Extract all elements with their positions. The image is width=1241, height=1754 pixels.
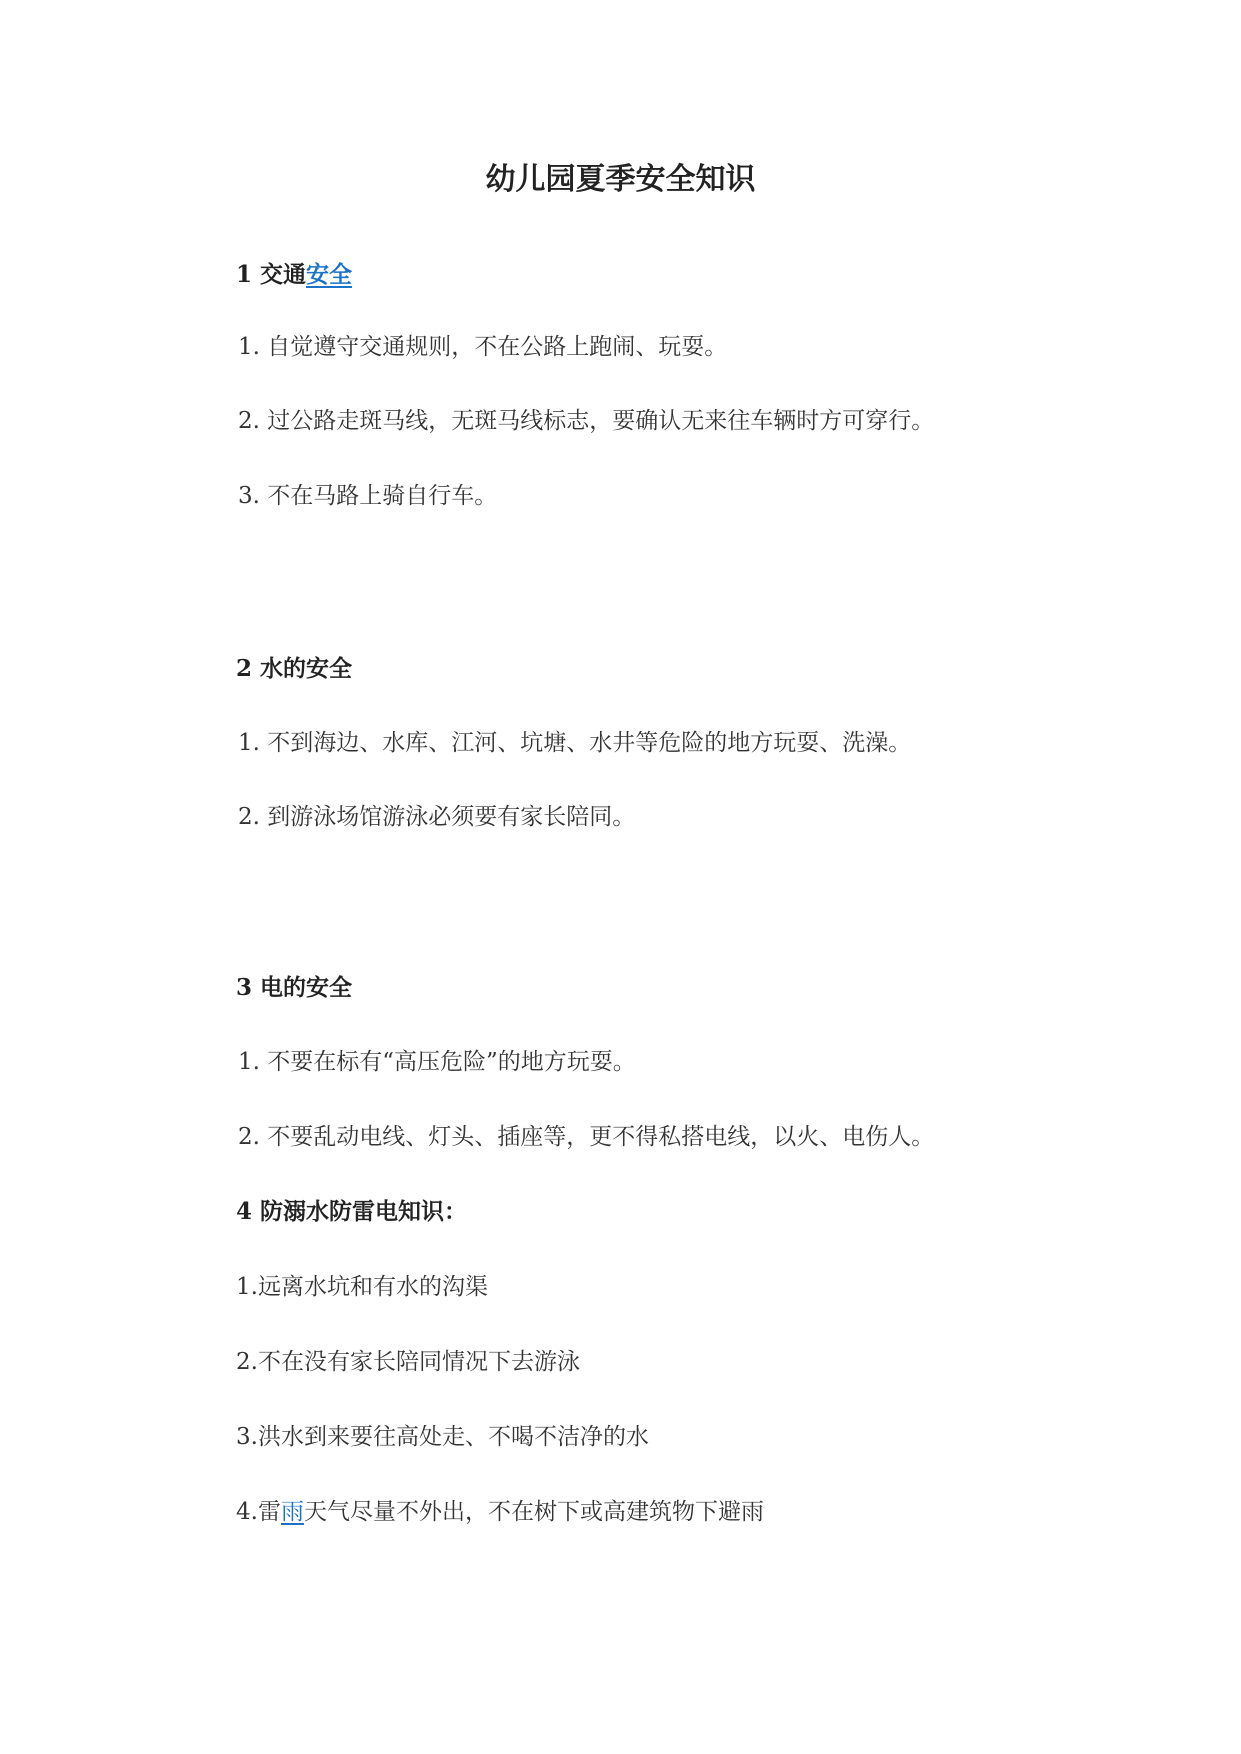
rain-link[interactable]: 雨	[280, 1499, 304, 1525]
list-item: 2. 不要乱动电线、灯头、插座等，更不得私搭电线，以火、电伤人。	[238, 1124, 935, 1150]
section-heading-text: 1 交通	[236, 261, 307, 288]
list-item: 3. 不在马路上骑自行车。	[238, 483, 498, 509]
list-item: 1.远离水坑和有水的沟渠	[236, 1274, 488, 1300]
list-item: 1. 不到海边、水库、江河、坑塘、水井等危险的地方玩耍、洗澡。	[238, 730, 912, 756]
safety-link[interactable]: 安全	[306, 261, 353, 288]
list-item: 2.不在没有家长陪同情况下去游泳	[236, 1349, 580, 1375]
list-item: 2. 过公路走斑马线，无斑马线标志，要确认无来往车辆时方可穿行。	[238, 408, 935, 434]
list-item: 2. 到游泳场馆游泳必须要有家长陪同。	[238, 804, 636, 830]
section-heading-drowning-lightning: 4 防溺水防雷电知识：	[236, 1198, 468, 1225]
list-item: 1. 自觉遵守交通规则，不在公路上跑闹、玩耍。	[238, 334, 728, 360]
list-item-text: 天气尽量不外出，不在树下或高建筑物下避雨	[303, 1499, 764, 1525]
list-item	[236, 1495, 764, 1529]
list-item: 3.洪水到来要往高处走、不喝不洁净的水	[236, 1424, 649, 1450]
section-heading-electricity: 3 电的安全	[236, 974, 353, 1001]
section-heading-traffic	[236, 258, 352, 292]
list-item-text: 4.雷	[236, 1499, 281, 1525]
page-title: 幼儿园夏季安全知识	[485, 162, 756, 197]
section-heading-water: 2 水的安全	[236, 655, 353, 682]
list-item: 1. 不要在标有“高压危险”的地方玩耍。	[238, 1049, 636, 1075]
